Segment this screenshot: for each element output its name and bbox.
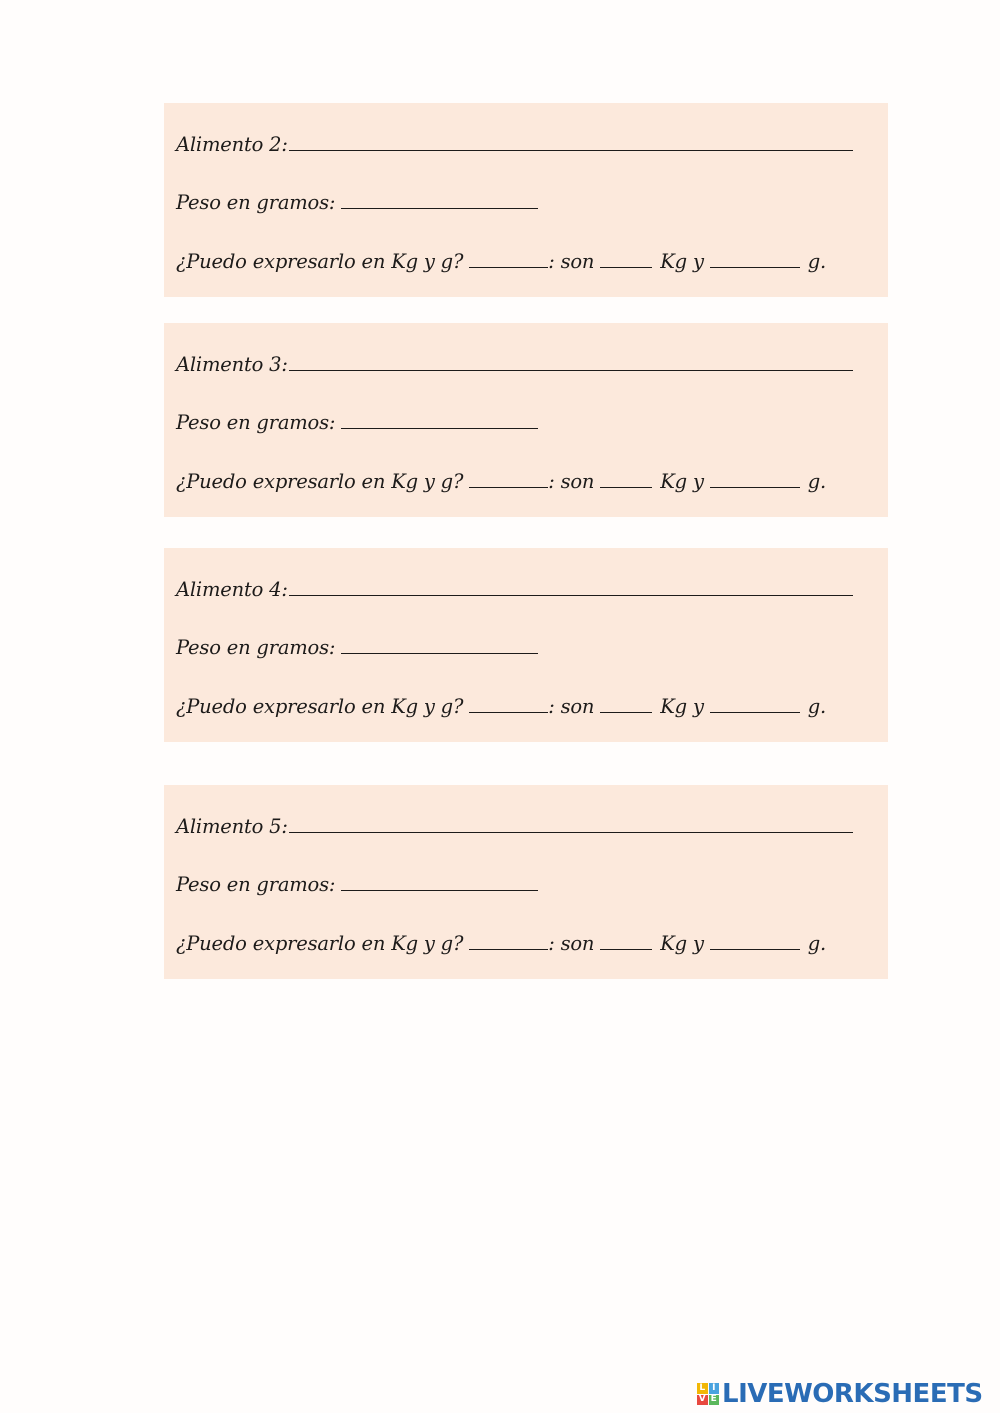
g-label: g.	[807, 470, 827, 493]
g-label: g.	[807, 250, 827, 273]
question-label: ¿Puedo expresarlo en Kg y g?	[176, 932, 464, 955]
food-title-label: Alimento 2:	[176, 133, 288, 156]
son-label: : son	[548, 932, 595, 955]
question-label: ¿Puedo expresarlo en Kg y g?	[176, 470, 464, 493]
title-line	[176, 353, 853, 376]
weight-blank[interactable]	[341, 876, 538, 891]
kg-blank[interactable]	[600, 935, 652, 950]
answer-blank[interactable]	[469, 253, 548, 268]
title-line	[176, 578, 853, 601]
weight-blank[interactable]	[341, 414, 538, 429]
question-line	[176, 695, 826, 718]
weight-blank[interactable]	[341, 639, 538, 654]
food-card-5	[164, 785, 888, 979]
kg-label: Kg y	[660, 932, 704, 955]
food-name-blank[interactable]	[289, 136, 853, 151]
question-line	[176, 932, 826, 955]
son-label: : son	[548, 250, 595, 273]
g-blank[interactable]	[710, 473, 800, 488]
mark-letter: E	[709, 1395, 720, 1406]
food-name-blank[interactable]	[289, 356, 853, 371]
answer-blank[interactable]	[469, 473, 548, 488]
weight-line	[176, 411, 538, 434]
kg-blank[interactable]	[600, 473, 652, 488]
weight-label: Peso en gramos:	[176, 191, 336, 214]
kg-label: Kg y	[660, 695, 704, 718]
food-card-4	[164, 548, 888, 742]
question-label: ¿Puedo expresarlo en Kg y g?	[176, 695, 464, 718]
food-title-label: Alimento 3:	[176, 353, 288, 376]
liveworksheets-mark-icon	[697, 1383, 719, 1405]
mark-letter: I	[709, 1383, 720, 1394]
mark-letter: L	[697, 1383, 708, 1394]
kg-label: Kg y	[660, 470, 704, 493]
question-line	[176, 250, 826, 273]
weight-label: Peso en gramos:	[176, 873, 336, 896]
answer-blank[interactable]	[469, 935, 548, 950]
weight-blank[interactable]	[341, 194, 538, 209]
question-line	[176, 470, 826, 493]
son-label: : son	[548, 695, 595, 718]
food-card-3	[164, 323, 888, 517]
kg-blank[interactable]	[600, 698, 652, 713]
g-label: g.	[807, 695, 827, 718]
liveworksheets-wordmark: LIVEWORKSHEETS	[722, 1379, 983, 1409]
food-title-label: Alimento 4:	[176, 578, 288, 601]
food-title-label: Alimento 5:	[176, 815, 288, 838]
kg-label: Kg y	[660, 250, 704, 273]
g-blank[interactable]	[710, 253, 800, 268]
weight-line	[176, 636, 538, 659]
food-name-blank[interactable]	[289, 581, 853, 596]
g-label: g.	[807, 932, 827, 955]
g-blank[interactable]	[710, 935, 800, 950]
title-line	[176, 815, 853, 838]
answer-blank[interactable]	[469, 698, 548, 713]
food-card-2	[164, 103, 888, 297]
weight-line	[176, 191, 538, 214]
weight-line	[176, 873, 538, 896]
liveworksheets-logo	[697, 1379, 983, 1409]
kg-blank[interactable]	[600, 253, 652, 268]
g-blank[interactable]	[710, 698, 800, 713]
question-label: ¿Puedo expresarlo en Kg y g?	[176, 250, 464, 273]
weight-label: Peso en gramos:	[176, 411, 336, 434]
title-line	[176, 133, 853, 156]
food-name-blank[interactable]	[289, 818, 853, 833]
son-label: : son	[548, 470, 595, 493]
weight-label: Peso en gramos:	[176, 636, 336, 659]
mark-letter: V	[698, 1394, 706, 1405]
